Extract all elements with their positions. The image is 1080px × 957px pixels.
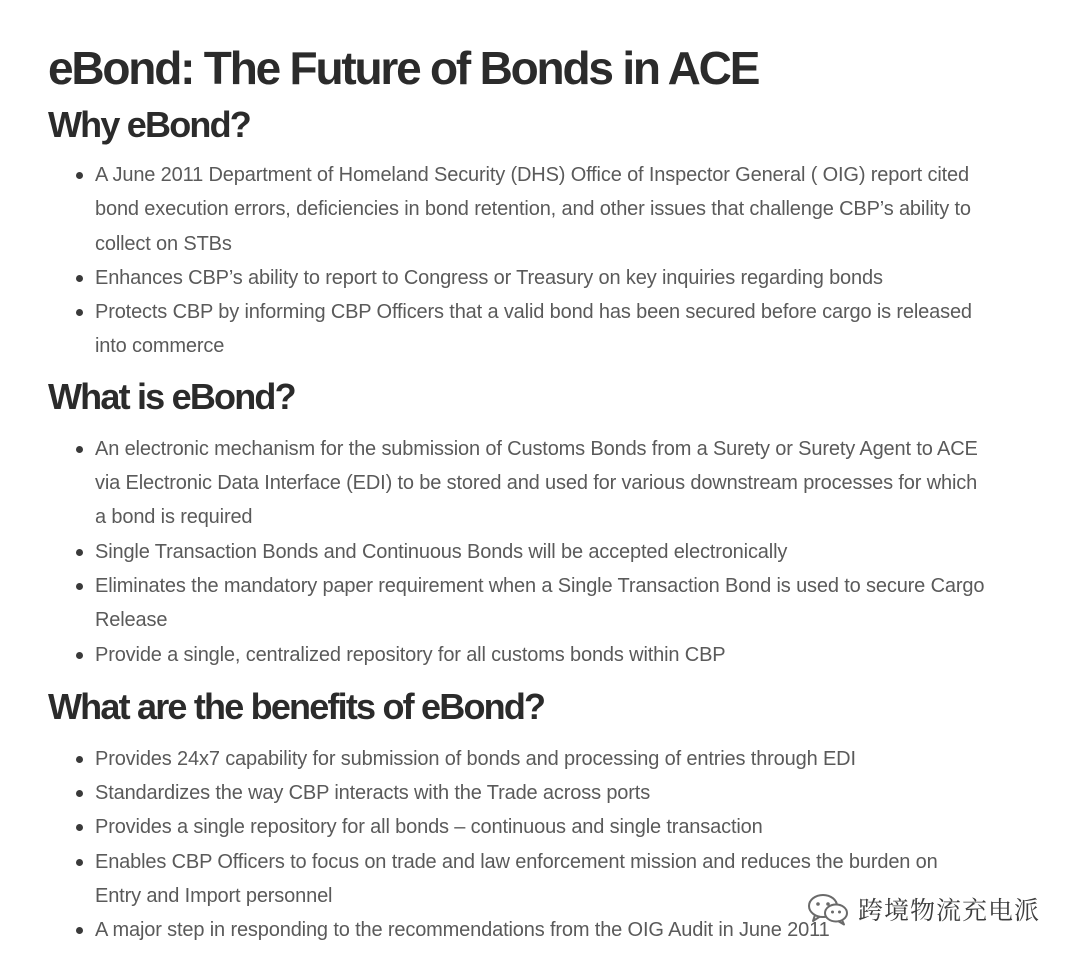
bullet-list-why xyxy=(48,158,1048,364)
section-heading-benefits: What are the benefits of eBond? xyxy=(48,685,545,727)
section-heading-what: What is eBond? xyxy=(48,375,295,417)
list-item: Single Transaction Bonds and Continuous Bonds will be accepted electronically xyxy=(95,535,985,569)
wechat-icon xyxy=(806,892,850,926)
list-item: Provides 24x7 capability for submission of bonds and processing of entries through EDI xyxy=(95,742,985,776)
list-item: A major step in responding to the recommendations from the OIG Audit in June 2011 xyxy=(95,913,985,947)
list-item: Protects CBP by informing CBP Officers that a valid bond has been secured before cargo is released into commerce xyxy=(95,295,985,364)
list-item: Provide a single, centralized repository for all customs bonds within CBP xyxy=(95,638,985,672)
list-item: A June 2011 Department of Homeland Security (DHS) Office of Inspector General ( OIG) report cited bond execution errors, deficiencies in bond retention, and other issues that challenge CBP’s ability to collect on STBs xyxy=(95,158,985,261)
list-item: An electronic mechanism for the submission of Customs Bonds from a Surety or Surety Agent to ACE via Electronic Data Interface (EDI) to be stored and used for various downstream processes for which a bond is required xyxy=(95,432,985,535)
section-heading-why: Why eBond? xyxy=(48,104,250,145)
watermark-text: 跨境物流充电派 xyxy=(858,896,1041,925)
list-item: Enables CBP Officers to focus on trade and law enforcement mission and reduces the burden on Entry and Import personnel xyxy=(95,845,985,914)
list-item: Enhances CBP’s ability to report to Congress or Treasury on key inquiries regarding bonds xyxy=(95,261,985,295)
list-item: Eliminates the mandatory paper requirement when a Single Transaction Bond is used to secure Cargo Release xyxy=(95,569,985,638)
document xyxy=(48,40,1048,948)
bullet-list-what xyxy=(48,432,1048,672)
page-title: eBond: The Future of Bonds in ACE xyxy=(48,42,759,94)
list-item: Provides a single repository for all bonds – continuous and single transaction xyxy=(95,810,985,844)
watermark xyxy=(806,889,1040,929)
list-item: Standardizes the way CBP interacts with the Trade across ports xyxy=(95,776,985,810)
